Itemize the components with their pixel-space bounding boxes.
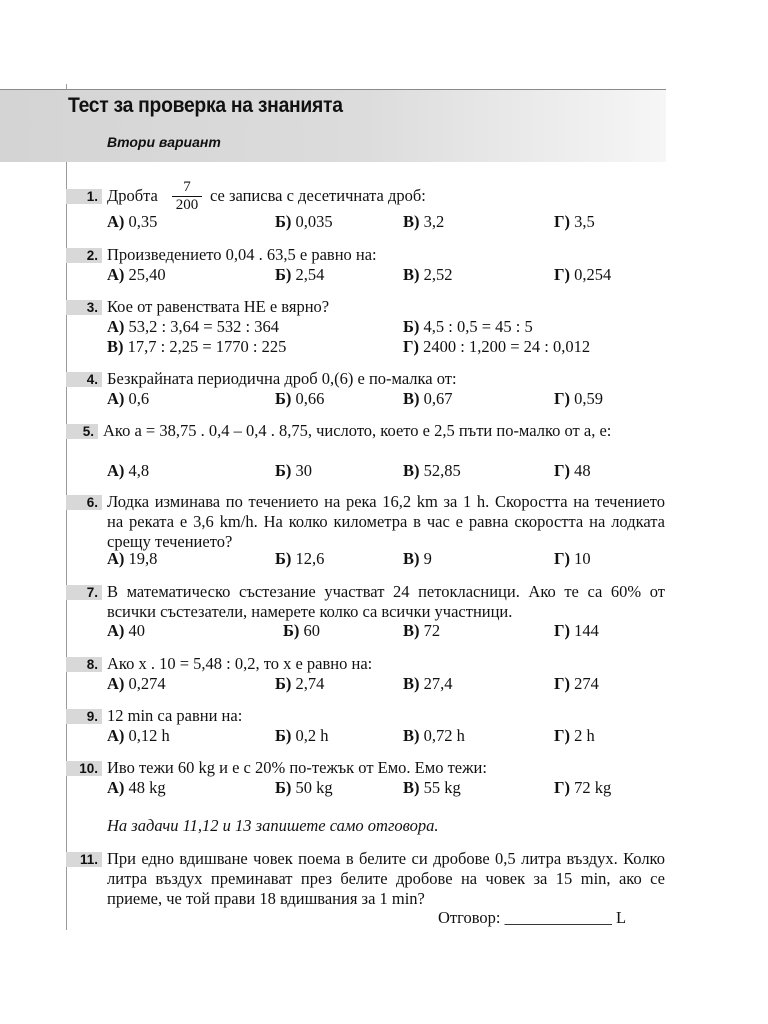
- answer-letter: А): [107, 778, 125, 797]
- question-11: [0, 849, 680, 911]
- answer-d[interactable]: [554, 674, 599, 694]
- answer-a[interactable]: [107, 461, 149, 481]
- answer-text: 19,8: [128, 549, 158, 568]
- answer-c[interactable]: [403, 549, 432, 569]
- question-2: [0, 245, 680, 287]
- answer-text: 0,6: [128, 389, 150, 408]
- answer-letter: Г): [554, 778, 570, 797]
- answer-c[interactable]: [403, 265, 453, 285]
- answer-text: 274: [574, 674, 599, 693]
- answer-text: 0,254: [574, 265, 612, 284]
- fraction-denominator: 200: [172, 196, 202, 214]
- answer-letter: А): [107, 461, 125, 480]
- page-subtitle: Втори вариант: [107, 134, 221, 150]
- question-stem: Лодка изминава по течението на река 16,2 km за 1 h. Скоростта на течението на реката е 3,6 km/h. На колко километра в час е равна скоростта на лодката срещу течението?: [107, 492, 665, 551]
- answer-c[interactable]: [403, 212, 444, 232]
- answer-b[interactable]: [275, 549, 324, 569]
- answer-b[interactable]: [275, 461, 312, 481]
- answer-d[interactable]: [554, 265, 611, 285]
- stem-text: Дробта: [107, 186, 158, 205]
- answer-text: 2400 : 1,200 = 24 : 0,012: [423, 337, 591, 356]
- answer-text: 55 kg: [423, 778, 461, 797]
- answer-letter: А): [107, 674, 125, 693]
- answer-text: 53,2 : 3,64 = 532 : 364: [128, 317, 280, 336]
- answer-text: 60: [303, 621, 321, 640]
- question-number: 2.: [66, 248, 102, 263]
- answer-d[interactable]: [403, 337, 590, 357]
- answer-text: 0,12 h: [128, 726, 170, 745]
- answer-letter: Г): [554, 621, 570, 640]
- answer-letter: А): [107, 212, 125, 231]
- question-stem: Ако x . 10 = 5,48 : 0,2, то x е равно на:: [107, 654, 373, 673]
- answer-c[interactable]: [403, 389, 453, 409]
- answer-b[interactable]: [403, 317, 533, 337]
- page-title: Тест за проверка на знанията: [68, 94, 343, 117]
- answer-text: 0,274: [128, 674, 166, 693]
- question-9: [0, 706, 680, 748]
- answer-b[interactable]: [275, 212, 333, 232]
- stem-text-rest: се записва с десетичната дроб:: [210, 186, 426, 205]
- answer-letter: В): [403, 461, 420, 480]
- answer-letter: В): [403, 389, 420, 408]
- answer-letter: Б): [275, 389, 292, 408]
- answer-letter: Б): [275, 674, 292, 693]
- answer-letter: Б): [283, 621, 300, 640]
- answer-a[interactable]: [107, 317, 279, 337]
- answer-b[interactable]: [275, 778, 333, 798]
- answer-text: 27,4: [423, 674, 453, 693]
- answer-letter: В): [403, 726, 420, 745]
- answer-text: 17,7 : 2,25 = 1770 : 225: [127, 337, 287, 356]
- answer-letter: В): [107, 337, 124, 356]
- answer-text: 12,6: [295, 549, 325, 568]
- answer-text: 2 h: [574, 726, 595, 745]
- answer-text: 48 kg: [128, 778, 166, 797]
- answer-d[interactable]: [554, 461, 591, 481]
- answer-text: 25,40: [128, 265, 166, 284]
- answer-d[interactable]: [554, 389, 603, 409]
- answer-a[interactable]: [107, 674, 166, 694]
- answer-text: 9: [423, 549, 432, 568]
- answer-letter: Б): [275, 549, 292, 568]
- question-8: [0, 654, 680, 696]
- answer-letter: В): [403, 778, 420, 797]
- answer-text: 0,66: [295, 389, 325, 408]
- answer-c[interactable]: [403, 674, 453, 694]
- answer-text: 0,2 h: [295, 726, 329, 745]
- answer-text: 4,5 : 0,5 = 45 : 5: [423, 317, 533, 336]
- question-3: [0, 297, 680, 359]
- answer-text: 40: [128, 621, 146, 640]
- answer-letter: Г): [554, 726, 570, 745]
- question-stem: Ако a = 38,75 . 0,4 – 0,4 . 8,75, числото, което е 2,5 пъти по-малко от a, е:: [103, 421, 612, 440]
- answer-text: 3,5: [574, 212, 595, 231]
- answer-text: 3,2: [423, 212, 445, 231]
- question-number: 9.: [66, 709, 102, 724]
- answer-text: 4,8: [128, 461, 150, 480]
- answer-text: 2,54: [295, 265, 325, 284]
- answer-text: 0,035: [295, 212, 333, 231]
- fraction: [172, 179, 202, 214]
- question-stem: При едно вдишване човек поема в белите си дробове 0,5 литра въздух. Колко литра въздух преминават през белите дробове на човек за 15 min, ако се приеме, че той прави 18 вдишвания за 1 min?: [107, 849, 665, 908]
- question-number: 7.: [66, 585, 102, 600]
- question-number: 10.: [66, 761, 102, 776]
- answer-letter: В): [403, 549, 420, 568]
- answer-a[interactable]: [107, 265, 166, 285]
- answer-text: 0,72 h: [423, 726, 465, 745]
- answer-b[interactable]: [275, 265, 324, 285]
- answer-letter: А): [107, 389, 125, 408]
- question-number: 4.: [66, 372, 102, 387]
- answer-d[interactable]: [554, 212, 595, 232]
- answer-text: 0,35: [128, 212, 158, 231]
- question-number: 3.: [66, 300, 102, 315]
- answer-b[interactable]: [275, 726, 329, 746]
- question-number: 1.: [66, 189, 102, 204]
- answer-a[interactable]: [107, 212, 157, 232]
- answer-text: 30: [295, 461, 313, 480]
- fraction-numerator: 7: [183, 179, 191, 195]
- answer-text: 72: [423, 621, 441, 640]
- answer-letter: Б): [403, 317, 420, 336]
- answer-field[interactable]: Отговор: _____________ L: [438, 908, 627, 927]
- answer-text: 2,52: [423, 265, 453, 284]
- answer-letter: Г): [554, 461, 570, 480]
- instruction-note: На задачи 11,12 и 13 запишете само отговора.: [107, 816, 439, 835]
- question-stem: [107, 186, 158, 206]
- answer-b[interactable]: [275, 674, 324, 694]
- answer-a[interactable]: [107, 778, 166, 798]
- answer-letter: Г): [554, 549, 570, 568]
- answer-letter: А): [107, 726, 125, 745]
- question-4: [0, 369, 680, 411]
- answer-text: 72 kg: [574, 778, 612, 797]
- answer-text: 10: [574, 549, 591, 568]
- answer-letter: Г): [403, 337, 419, 356]
- question-stem: Кое от равенствата НЕ е вярно?: [107, 297, 330, 316]
- question-number: 11.: [66, 852, 102, 867]
- question-stem: Произведението 0,04 . 63,5 е равно на:: [107, 245, 377, 264]
- question-10: [0, 758, 680, 800]
- answer-letter: В): [403, 265, 420, 284]
- answer-a[interactable]: [107, 389, 149, 409]
- question-number: 5.: [66, 424, 98, 439]
- answer-c[interactable]: [403, 621, 440, 641]
- answer-a[interactable]: [107, 726, 170, 746]
- answer-letter: Г): [554, 212, 570, 231]
- answer-letter: Г): [554, 389, 570, 408]
- question-number: 6.: [66, 495, 102, 510]
- question-stem: В математическо състезание участват 24 петокласници. Ако те са 60% от всички състезатели, намерете колко са всички участници.: [107, 582, 665, 621]
- answer-letter: В): [403, 621, 420, 640]
- answer-c[interactable]: [403, 778, 461, 798]
- answer-text: 144: [574, 621, 599, 640]
- answer-text: 0,59: [574, 389, 603, 408]
- answer-letter: Б): [275, 461, 292, 480]
- answer-text: 0,67: [423, 389, 453, 408]
- answer-d[interactable]: [554, 726, 595, 746]
- answer-letter: В): [403, 212, 420, 231]
- answer-c[interactable]: [403, 726, 465, 746]
- answer-letter: Б): [275, 726, 292, 745]
- answer-letter: Б): [275, 212, 292, 231]
- answer-a[interactable]: [107, 621, 145, 641]
- answer-letter: В): [403, 674, 420, 693]
- question-stem: 12 min са равни на:: [107, 706, 243, 725]
- answer-c[interactable]: [107, 337, 286, 357]
- answer-a[interactable]: [107, 549, 157, 569]
- answer-letter: Б): [275, 778, 292, 797]
- answer-d[interactable]: [554, 778, 611, 798]
- answer-letter: А): [107, 317, 125, 336]
- answer-letter: А): [107, 621, 125, 640]
- answer-text: 50 kg: [295, 778, 333, 797]
- question-6: [0, 492, 680, 574]
- question-1: [0, 179, 680, 236]
- answer-letter: А): [107, 265, 125, 284]
- question-7: [0, 582, 680, 644]
- question-stem: Иво тежи 60 kg и е с 20% по-тежък от Емо. Емо тежи:: [107, 758, 487, 777]
- answer-d[interactable]: [554, 549, 591, 569]
- answer-text: 2,74: [295, 674, 325, 693]
- answer-letter: Б): [275, 265, 292, 284]
- answer-c[interactable]: [403, 461, 461, 481]
- answer-d[interactable]: [554, 621, 599, 641]
- answer-text: 52,85: [423, 461, 461, 480]
- question-number: 8.: [66, 657, 102, 672]
- question-stem: Безкрайната периодична дроб 0,(6) е по-малка от:: [107, 369, 457, 388]
- answer-b[interactable]: [283, 621, 320, 641]
- answer-b[interactable]: [275, 389, 324, 409]
- answer-letter: Г): [554, 674, 570, 693]
- answer-letter: А): [107, 549, 125, 568]
- answer-text: 48: [574, 461, 591, 480]
- question-5: [0, 421, 680, 483]
- answer-letter: Г): [554, 265, 570, 284]
